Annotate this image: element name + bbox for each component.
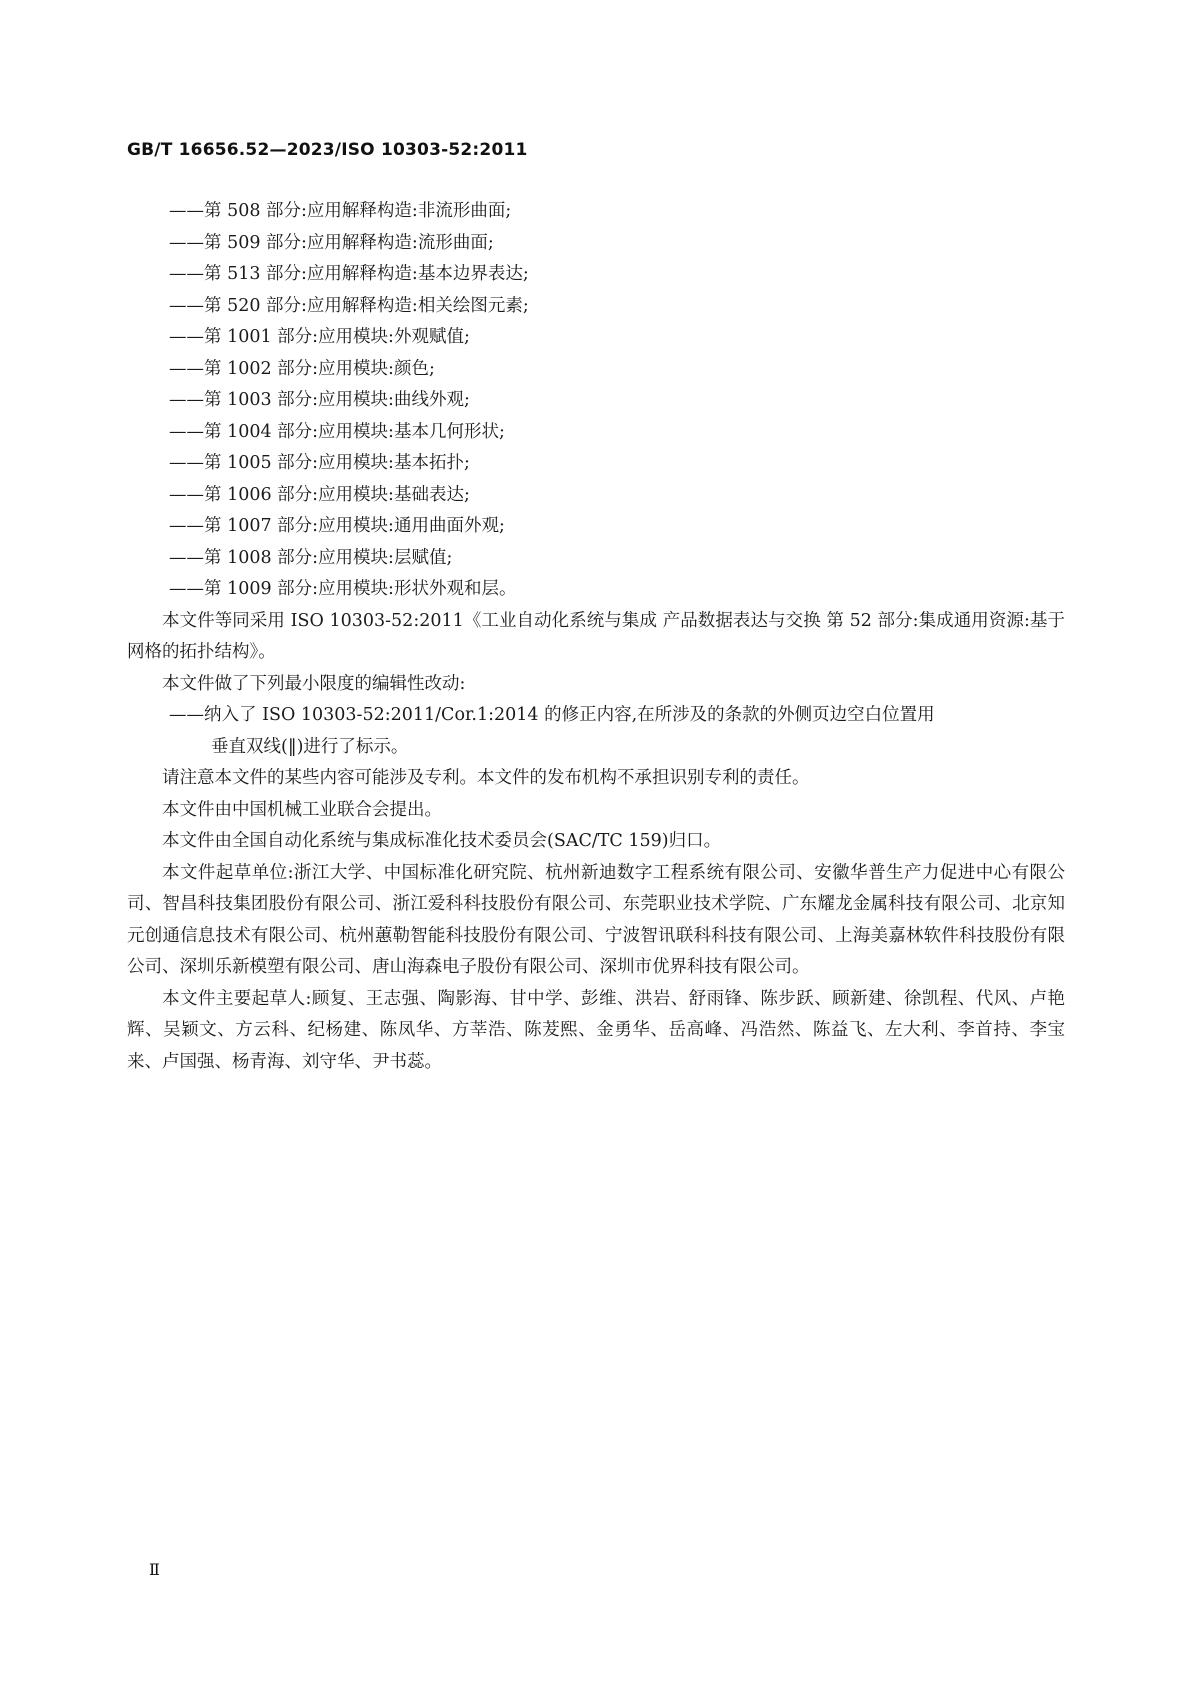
edit-item-line1: ——纳入了 ISO 10303-52:2011/Cor.1:2014 的修正内容,在所涉及的条款的外侧页边空白位置用	[169, 705, 935, 725]
list-item: ——第 1004 部分:应用模块:基本几何形状;	[169, 421, 505, 442]
list-item: ——第 1005 部分:应用模块:基本拓扑;	[169, 453, 470, 473]
standard-number-header: GB/T 16656.52—2023/ISO 10303-52:2011	[127, 140, 528, 160]
patent-notice-paragraph: 请注意本文件的某些内容可能涉及专利。本文件的发布机构不承担识别专利的责任。	[162, 768, 810, 788]
adoption-paragraph: 本文件等同采用 ISO 10303-52:2011《工业自动化系统与集成 产品数据表达与交换 第 52 部分:集成通用资源:基于网格的拓扑结构》。	[127, 610, 1065, 662]
drafters-paragraph: 本文件主要起草人:顾复、王志强、陶影海、甘中学、彭维、洪岩、舒雨锋、陈步跃、顾新建、徐凯程、代风、卢艳辉、吴颖文、方云科、纪杨建、陈凤华、方莘浩、陈茇熙、金勇华、岳高峰、冯浩然、陈益飞、左大利、李首持、李宝来、卢国强、杨青海、刘守华、尹书蕊。	[127, 988, 1065, 1072]
drafting-units-paragraph: 本文件起草单位:浙江大学、中国标准化研究院、杭州新迪数字工程系统有限公司、安徽华普生产力促进中心有限公司、智昌科技集团股份有限公司、浙江爱科科技股份有限公司、东莞职业技术学院、广东耀龙金属科技有限公司、北京知元创通信息技术有限公司、杭州蕙勒智能科技股份有限公司、宁波智讯联科科技有限公司、上海美嘉林软件科技股份有限公司、深圳乐新模塑有限公司、唐山海森电子股份有限公司、深圳市优界科技有限公司。	[127, 862, 1065, 977]
list-item: ——第 520 部分:应用解释构造:相关绘图元素;	[169, 295, 529, 316]
document-body	[127, 196, 1065, 1078]
list-item: ——第 1002 部分:应用模块:颜色;	[169, 358, 435, 379]
edit-list-item	[127, 700, 1065, 763]
list-item: ——第 509 部分:应用解释构造:流形曲面;	[169, 232, 494, 253]
edit-item-line2: 垂直双线(‖)进行了标示。	[211, 736, 409, 757]
edits-intro-paragraph: 本文件做了下列最小限度的编辑性改动:	[162, 673, 466, 694]
parts-list	[127, 196, 1065, 606]
list-item: ——第 513 部分:应用解释构造:基本边界表达;	[169, 264, 529, 284]
proposer-paragraph: 本文件由中国机械工业联合会提出。	[162, 799, 442, 820]
list-item: ——第 1001 部分:应用模块:外观赋值;	[169, 327, 470, 347]
list-item: ——第 1006 部分:应用模块:基础表达;	[169, 484, 470, 505]
list-item: ——第 1009 部分:应用模块:形状外观和层。	[169, 579, 517, 599]
page-number: Ⅱ	[149, 1560, 160, 1579]
committee-paragraph: 本文件由全国自动化系统与集成标准化技术委员会(SAC/TC 159)归口。	[162, 831, 722, 851]
list-item: ——第 508 部分:应用解释构造:非流形曲面;	[169, 201, 512, 221]
list-item: ——第 1003 部分:应用模块:曲线外观;	[169, 390, 470, 410]
list-item: ——第 1007 部分:应用模块:通用曲面外观;	[169, 516, 505, 536]
list-item: ——第 1008 部分:应用模块:层赋值;	[169, 547, 453, 568]
